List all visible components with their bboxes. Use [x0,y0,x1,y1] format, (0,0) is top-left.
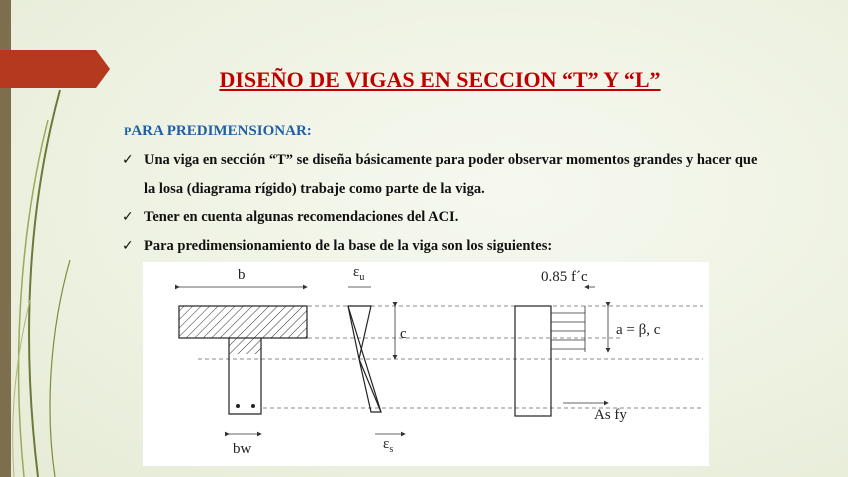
subheading-text: ARA PREDIMENSIONAR: [131,123,312,139]
bullet-text: Para predimensionamiento de la base de la viga son los siguientes: [144,237,553,254]
stress-block [515,306,585,416]
t-beam-diagram [143,262,709,466]
title-arrow-tab [0,50,110,88]
label-b: b [238,267,246,283]
label-085fc: 0.85 f´c [541,269,588,285]
bullet-list [122,146,762,260]
subheading [124,123,312,140]
label-as-fy: As fy [594,407,627,423]
label-bw: bw [233,441,252,457]
checkmark-icon: ✓ [122,152,134,168]
bullet-item [122,232,762,261]
t-section [179,306,307,414]
slide-title: DISEÑO DE VIGAS EN SECCION “T” Y “L” [219,67,661,92]
label-epsilon-u: $\varepsilon_u$ [353,264,365,283]
label-epsilon-s: $\varepsilon_s$ [383,436,394,455]
bullet-text: Una viga en sección “T” se diseña básicamente para poder observar momentos grandes y hacer que la losa (diagrama rígido) trabaje como parte de la viga. [144,152,758,197]
label-c: c [400,326,407,342]
bullet-item [122,203,762,232]
label-a-beta-c: a = β, c [616,322,661,338]
bullet-text: Tener en cuenta algunas recomendaciones del ACI. [144,209,459,225]
bullet-item [122,146,762,203]
checkmark-icon: ✓ [122,237,134,254]
checkmark-icon: ✓ [122,209,134,225]
subheading-initial: P [124,124,132,138]
